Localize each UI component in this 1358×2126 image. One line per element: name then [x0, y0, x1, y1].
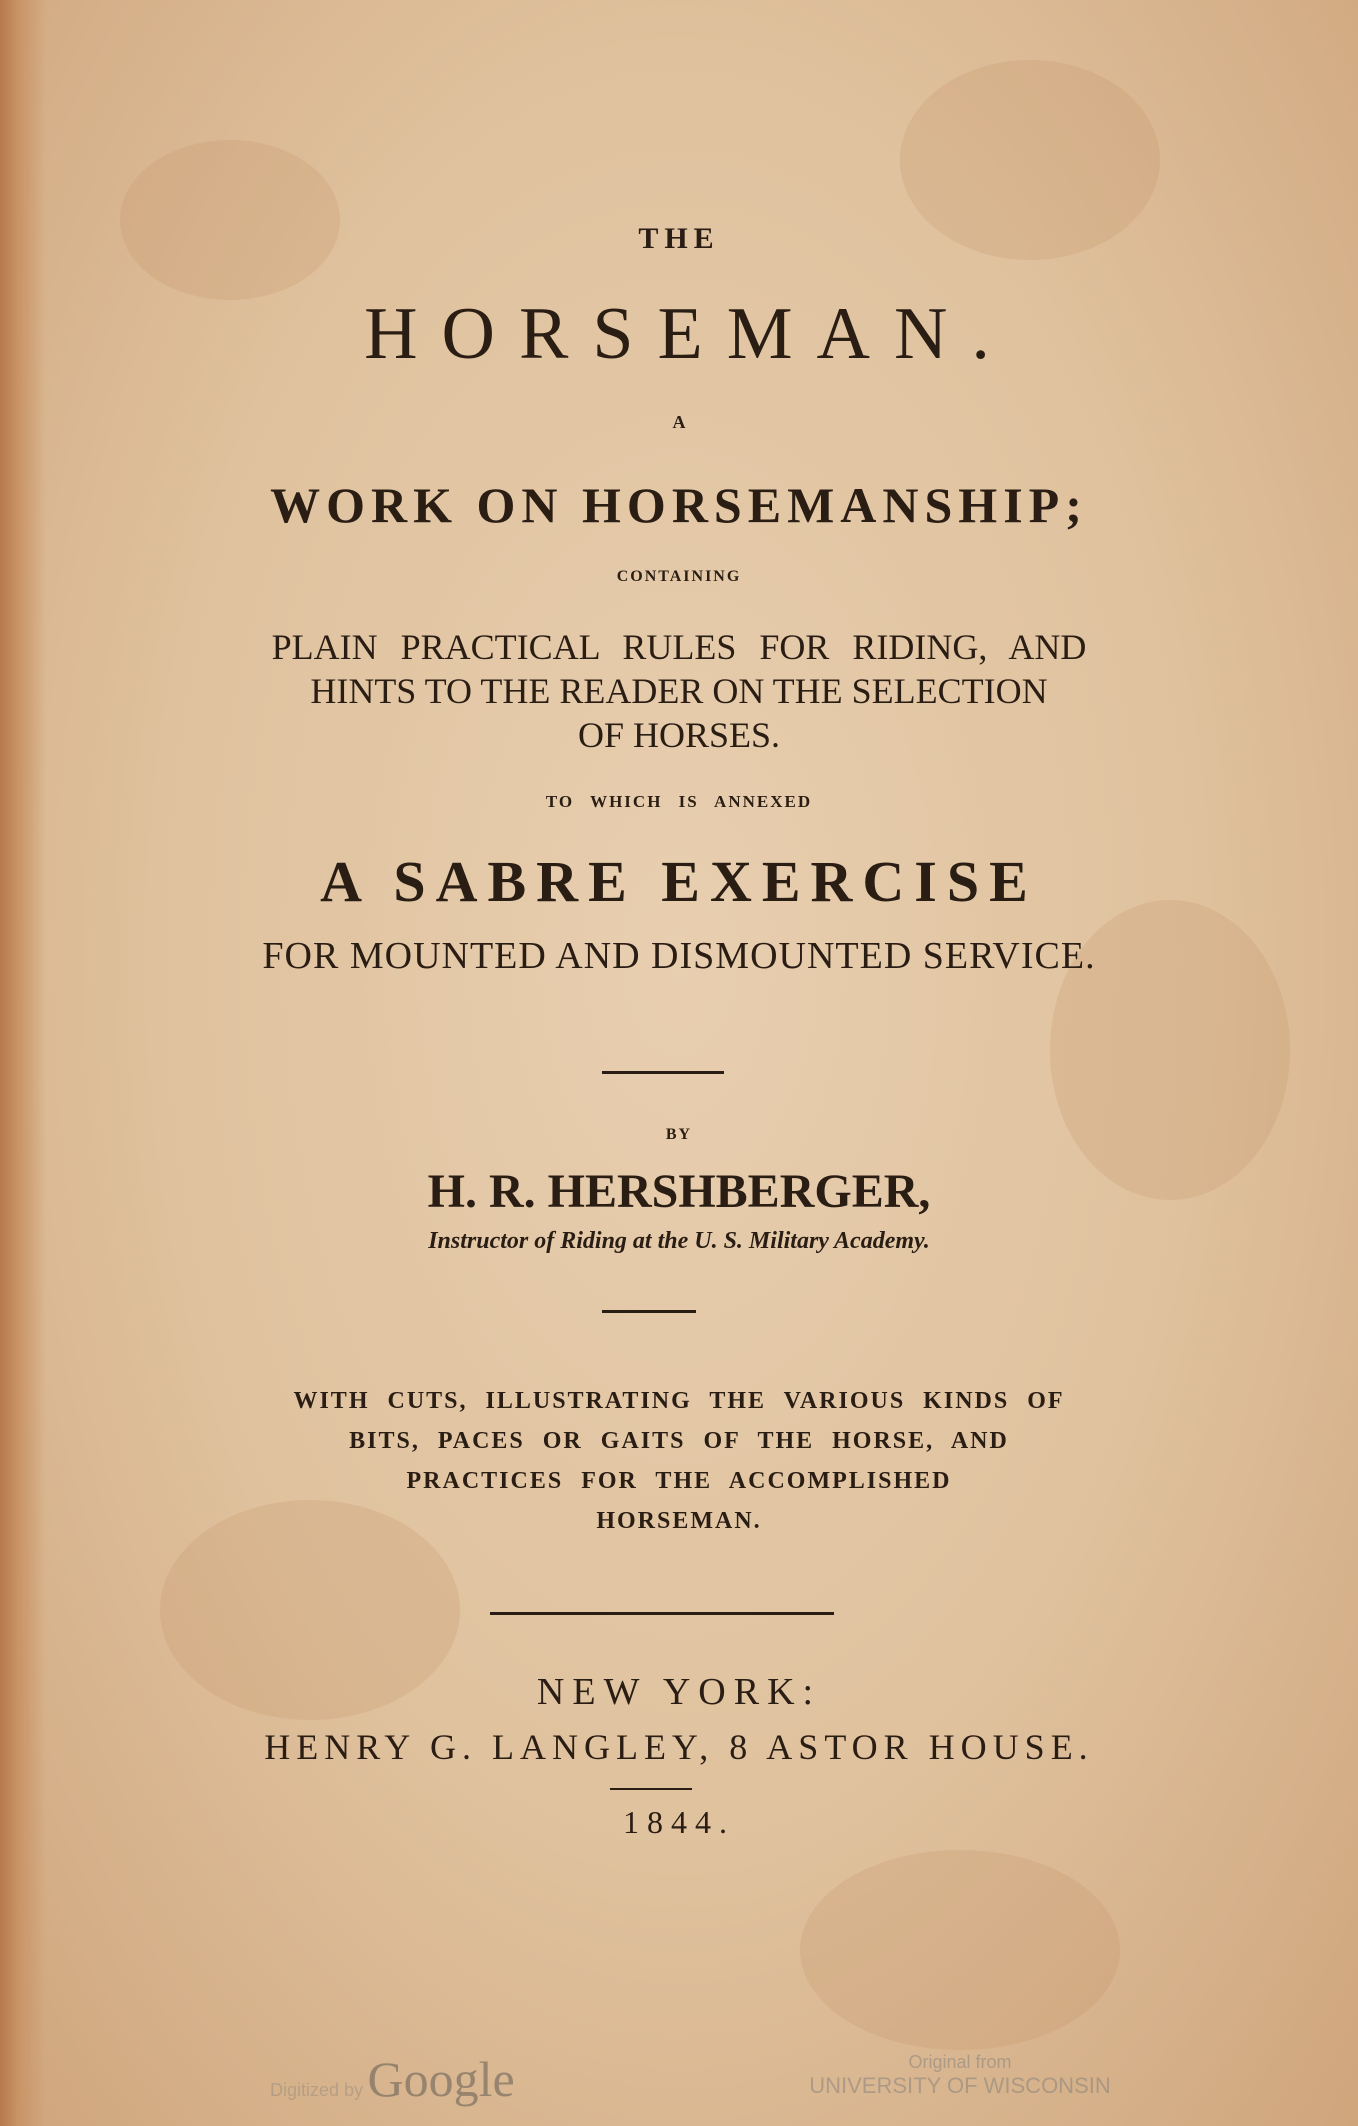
author-title: Instructor of Riding at the U. S. Military Academy. — [428, 1228, 930, 1254]
digitized-watermark — [270, 2050, 515, 2108]
author-name: H. R. HERSHBERGER, — [427, 1165, 931, 1218]
foxing-spot — [120, 140, 340, 300]
original-from-watermark — [780, 2052, 1140, 2099]
divider-rule — [602, 1310, 696, 1313]
title-the: THE — [638, 222, 720, 255]
subtitle: WORK ON HORSEMANSHIP; — [270, 477, 1088, 533]
title-article: A — [672, 412, 686, 432]
publication-place: NEW YORK: — [536, 1671, 822, 1713]
foxing-spot — [800, 1850, 1120, 2050]
divider-rule — [610, 1788, 692, 1790]
containing-label: CONTAINING — [616, 568, 742, 585]
divider-rule — [490, 1612, 834, 1615]
by-label: BY — [665, 1126, 693, 1143]
illustrations-line: BITS, PACES OR GAITS OF THE HORSE, AND — [349, 1428, 1009, 1454]
original-from-label: Original from — [908, 2052, 1012, 2072]
book-title: HORSEMAN. — [364, 293, 1014, 375]
google-logo: Google — [367, 2051, 515, 2107]
institution-name: UNIVERSITY OF WISCONSIN — [809, 2073, 1111, 2098]
digitized-by-label: Digitized by — [270, 2080, 364, 2100]
description-line: OF HORSES. — [577, 715, 781, 755]
illustrations-line: WITH CUTS, ILLUSTRATING THE VARIOUS KINDS OF — [293, 1388, 1065, 1414]
description-line: PLAIN PRACTICAL RULES FOR RIDING, AND — [271, 627, 1087, 667]
annexed-label: TO WHICH IS ANNEXED — [545, 792, 813, 811]
service-line: FOR MOUNTED AND DISMOUNTED SERVICE. — [262, 935, 1096, 977]
illustrations-line: HORSEMAN. — [596, 1508, 762, 1534]
illustrations-line: PRACTICES FOR THE ACCOMPLISHED — [406, 1468, 952, 1494]
divider-rule — [602, 1071, 724, 1074]
sabre-heading: A SABRE EXERCISE — [320, 849, 1038, 914]
publisher: HENRY G. LANGLEY, 8 ASTOR HOUSE. — [264, 1727, 1094, 1767]
description-line: HINTS TO THE READER ON THE SELECTION — [310, 671, 1048, 711]
publication-year: 1844. — [623, 1804, 735, 1840]
